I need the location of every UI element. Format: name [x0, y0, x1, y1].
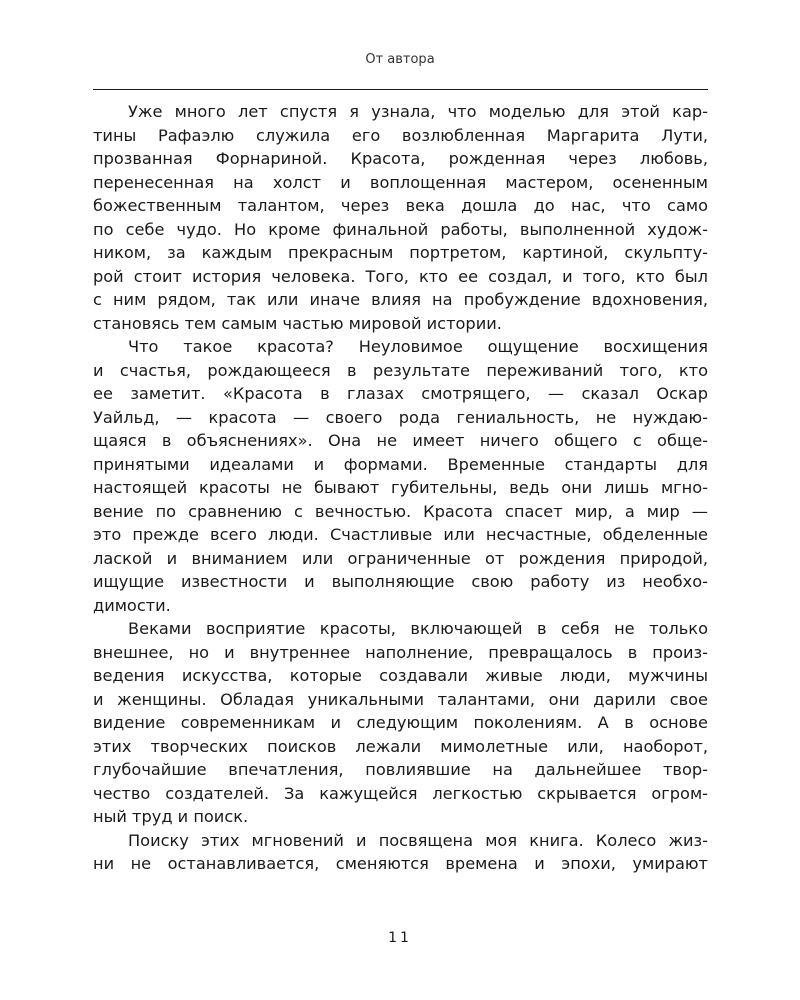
text-line: тины Рафаэлю служила его возлюбленная Маргарита Лути,: [93, 125, 708, 145]
text-line: ее заметит. «Красота в глазах смотрящего, — сказал Оскар: [93, 384, 708, 403]
text-line: ведения искусства, которые создавали живые люди, мужчины: [93, 666, 708, 685]
text-line: вение по сравнению с вечностью. Красота спасет мир, а мир —: [93, 501, 708, 521]
text-line: щаяся в объяснениях». Она не имеет ничего общего с обще-: [93, 431, 708, 450]
text-line: с ним рядом, так или иначе влияя на пробуждение вдохновения,: [93, 290, 708, 309]
text-line: и женщины. Обладая уникальными талантами, они дарили свое: [93, 689, 708, 709]
page-number: 11: [388, 930, 412, 946]
text-line: лаской и вниманием или ограниченные от рождения природой,: [93, 548, 708, 568]
text-line: глубочайшие впечатления, повлиявшие на дальнейшее твор-: [93, 760, 708, 779]
text-line: ни не останавливается, сменяются времена и эпохи, умирают: [93, 854, 708, 873]
text-line: настоящей красоты не бывают губительны, ведь они лишь мгно-: [93, 478, 708, 497]
text-line: божественным талантом, через века дошла до нас, что само: [93, 196, 708, 215]
running-head-title: От автора: [365, 52, 435, 67]
text-line: внешнее, но и внутреннее наполнение, превращалось в произ-: [93, 642, 708, 662]
text-line: прозванная Форнариной. Красота, рожденная через любовь,: [93, 149, 708, 168]
text-line: Уайльд, — красота — своего рода гениальность, не нуждаю-: [93, 407, 708, 427]
text-line: и счастья, рождающееся в результате переживаний того, кто: [93, 360, 708, 380]
text-line: становясь тем самым частью мировой истории.: [93, 313, 502, 333]
text-line: принятыми идеалами и формами. Временные стандарты для: [93, 454, 708, 474]
text-line: ный труд и поиск.: [93, 807, 249, 826]
body-text: [93, 100, 708, 876]
text-line: Поиску этих мгновений и посвящена моя книга. Колесо жиз-: [128, 830, 708, 850]
text-line: это прежде всего люди. Счастливые или несчастные, обделенные: [93, 525, 708, 544]
text-line: видение современникам и следующим поколениям. А в основе: [93, 713, 708, 732]
text-line: перенесенная на холст и воплощенная мастером, осененным: [93, 172, 708, 192]
text-line: ищущие известности и выполняющие свою работу из необхо-: [93, 572, 708, 591]
header-rule: [93, 89, 708, 90]
text-line: Уже много лет спустя я узнала, что моделью для этой кар-: [128, 102, 708, 121]
text-line: чество создателей. За кажущейся легкостью скрывается огром-: [93, 783, 708, 803]
text-line: димости.: [93, 595, 171, 615]
text-line: по себе чудо. Но кроме финальной работы, выполненной худож-: [93, 219, 708, 239]
text-line: рой стоит история человека. Того, кто ее создал, и того, кто был: [93, 266, 708, 286]
text-line: Что такое красота? Неуловимое ощущение восхищения: [128, 337, 708, 356]
text-line: этих творческих поисков лежали мимолетные или, наоборот,: [93, 736, 708, 756]
text-line: Веками восприятие красоты, включающей в себя не только: [128, 619, 708, 638]
text-line: ником, за каждым прекрасным портретом, картиной, скульпту-: [93, 243, 708, 262]
